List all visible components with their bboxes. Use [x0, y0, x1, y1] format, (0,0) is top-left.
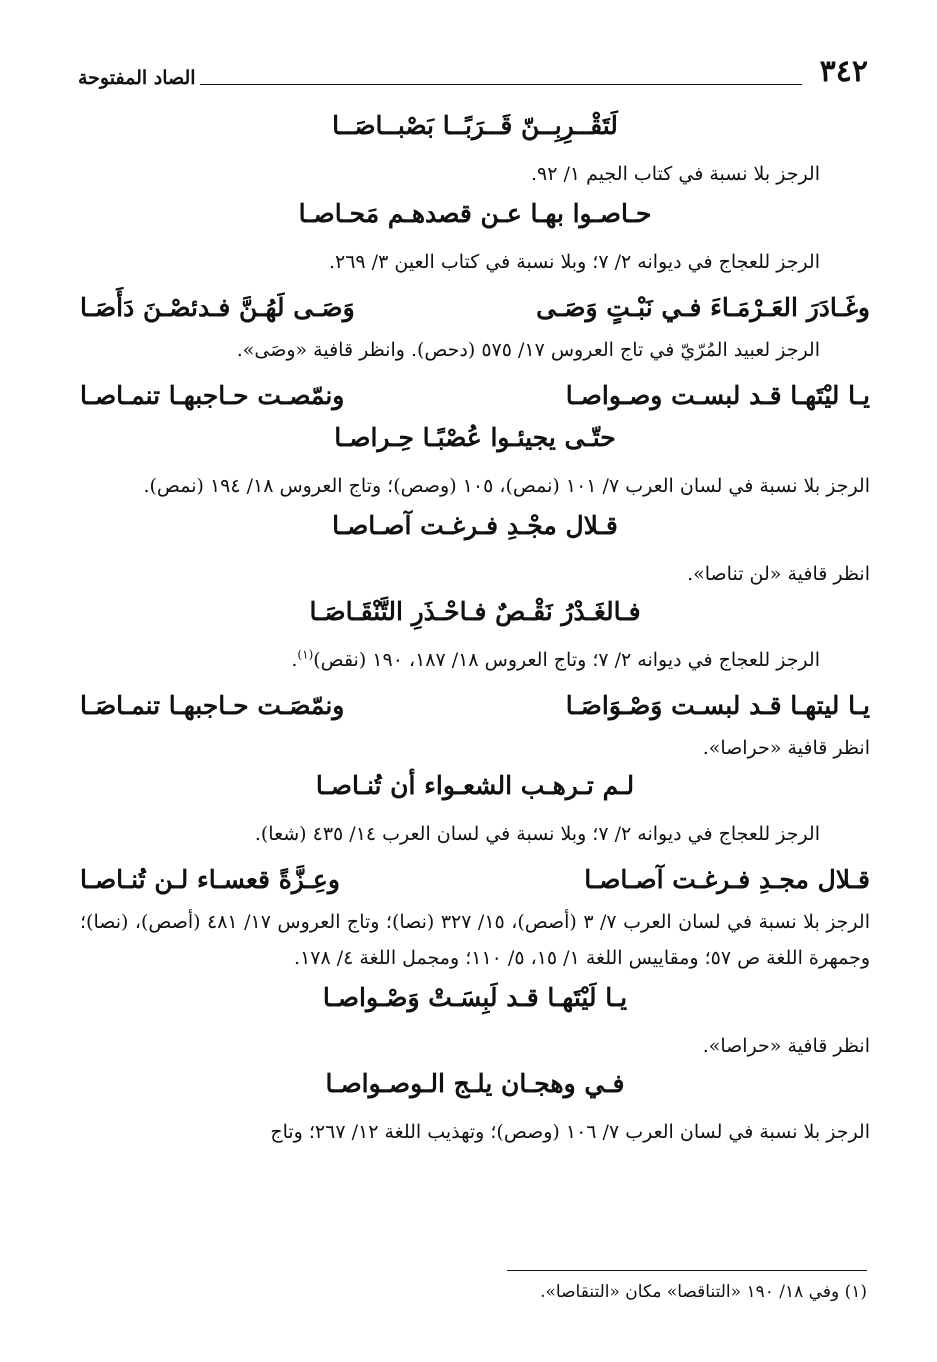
citation-note: الرجز بلا نسبة في كتاب الجيم ١/ ٩٢. [530, 163, 820, 185]
verse-second-hemistich: ونمّصـت حـاجبهـا تنمـاصـا [80, 381, 345, 410]
citation-note: الرجز لعبيد المُرّيّ في تاج العروس ١٧/ ٥٧٥ (دحص). وانظر قافية «وصَى». [236, 339, 820, 361]
verse-first-hemistich: يـا ليْتَهـا قـد لبسـت وصـواصـا [565, 381, 870, 410]
verse-line: لـم تـرهـب الشعـواء أن تُنـاصـا [315, 771, 635, 800]
verse-couplet [80, 856, 870, 904]
verse-line: يـا لَيْتَهـا قـد لَبِسَـتْ وَصْـواصـا [322, 983, 628, 1012]
verse-second-hemistich: وَصَـى لَهُـنَّ فـدئصْـنَ دَأَصَـا [80, 293, 355, 322]
verse-line: قـلال مجْـدِ فـرغـت آصـاصـا [332, 511, 618, 540]
cross-reference-note: انظر قافية «حراصا». [702, 737, 870, 759]
citation-note: الرجز بلا نسبة في لسان العرب ٧/ ٣ (أصص)، ١٥/ ٣٢٧ (نصا)؛ وتاج العروس ١٧/ ٤٨١ (أصص)، (نصا)؛ وجمهرة اللغة ص ٥٧؛ ومقاييس اللغة ١/ ١٥، ٥/ ١١٠؛ ومجمل اللغة ٤/ ١٧٨. [80, 911, 870, 969]
verse-line: لَتَقْــرِبِــنّ قَــرَبًــا بَصْبــاصَــا [332, 111, 618, 140]
verse-first-hemistich: وغَـادَرَ العَـرْمَـاءَ فـي نَبْـتٍ وَصَـى [536, 293, 870, 322]
verse-couplet [80, 682, 870, 730]
header-rule [200, 84, 802, 85]
page-number: ٣٤٢ [819, 54, 868, 89]
running-head: الصاد المفتوحة [78, 67, 196, 89]
verse-line: فـالغَـدْرُ نَقْـصٌ فـاحْـذَرِ التَّنْقَـاصَـا [309, 597, 641, 626]
footnote-marker[interactable]: (١) [297, 647, 314, 662]
citation-text: الرجز للعجاج في ديوانه ٢/ ٧؛ وتاج العروس ١٨/ ١٨٧، ١٩٠ (نقص) [313, 649, 820, 671]
citation-tail: . [291, 649, 298, 671]
verse-first-hemistich: قـلال مجـدِ فـرغـت آصـاصـا [584, 865, 870, 894]
cross-reference-note: انظر قافية «لن تناصا». [687, 563, 870, 585]
verse-line: حتّـى يجيئـوا عُصْبًـا حِـراصـا [334, 423, 616, 452]
verse-second-hemistich: وعِـزَّةً قعسـاء لـن تُنـاصـا [80, 865, 340, 894]
citation-note [80, 642, 870, 678]
footnote: (١) وفي ١٨/ ١٩٠ «التناقصا» مكان «التنقاصا». [540, 1282, 867, 1302]
citation-note: الرجز للعجاج في ديوانه ٢/ ٧؛ وبلا نسبة في كتاب العين ٣/ ٢٦٩. [328, 251, 820, 273]
page-body [80, 108, 870, 1154]
verse-second-hemistich: ونمّصَـت حـاجبهـا تنمـاصَـا [80, 691, 345, 720]
citation-note: الرجز للعجاج في ديوانه ٢/ ٧؛ وبلا نسبة في لسان العرب ١٤/ ٤٣٥ (شعا). [254, 823, 820, 845]
page-header [78, 54, 868, 94]
verse-couplet [80, 284, 870, 332]
citation-note: الرجز بلا نسبة في لسان العرب ٧/ ١٠٦ (وصص)؛ وتهذيب اللغة ١٢/ ٢٦٧؛ وتاج [270, 1121, 870, 1143]
verse-couplet [80, 372, 870, 420]
verse-line: حـاصـوا بهـا عـن قصدهـم مَحـاصـا [298, 199, 652, 228]
footnote-rule [507, 1270, 867, 1271]
cross-reference-note: انظر قافية «حراصا». [702, 1035, 870, 1057]
verse-first-hemistich: يـا ليتهـا قـد لبسـت وَصْـوَاصَـا [565, 691, 870, 720]
verse-line: فـي وهجـان يلـج الـوصـواصـا [325, 1069, 625, 1098]
citation-note: الرجز بلا نسبة في لسان العرب ٧/ ١٠١ (نمص)، ١٠٥ (وصص)؛ وتاج العروس ١٨/ ١٩٤ (نمص). [143, 475, 870, 497]
